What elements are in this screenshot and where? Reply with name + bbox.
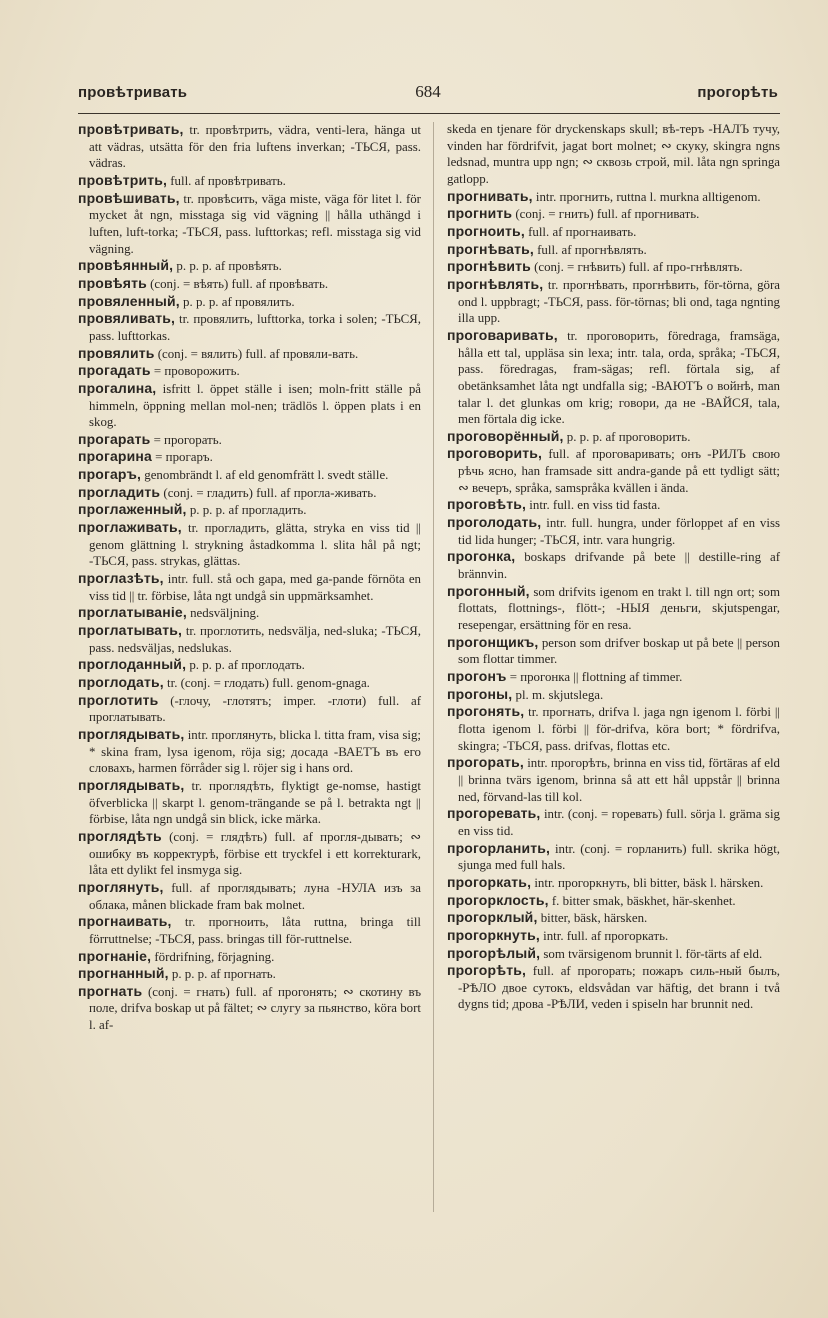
dictionary-entry <box>78 726 421 777</box>
entry-definition: intr. full. en viss tid fasta. <box>529 498 661 513</box>
entry-definition: p. p. p. af провялить. <box>183 294 295 309</box>
entry-definition: tr. провѣсить, väga miste, väga för litet l. för mycket åt ngn, misstaga sig vid vägning || hålla uthängd i luften, luft-torka; -ТЬСЯ, pass. lufttorkas; refl. misstaga sig vid vägning. <box>89 191 421 256</box>
dictionary-entry <box>78 604 421 622</box>
entry-headword: провѣшивать, <box>78 189 180 206</box>
guide-word-right: прогорѣть <box>697 84 778 101</box>
entry-definition: intr. прогоркнуть, bli bitter, bäsk l. härsken. <box>534 875 764 890</box>
dictionary-entry <box>78 879 421 913</box>
entry-definition: boskaps drifvande på bete || destille-ring af brännvin. <box>458 550 780 582</box>
entry-headword: прогноить, <box>447 222 525 239</box>
entry-headword: провяленный, <box>78 292 180 309</box>
entry-headword: прогоркать, <box>447 873 532 890</box>
dictionary-entry <box>78 828 421 879</box>
entry-definition: intr. full. af прогоркать. <box>543 928 669 943</box>
dictionary-entry <box>447 583 780 634</box>
dictionary-entry <box>447 805 780 839</box>
dictionary-entry <box>447 496 780 514</box>
entry-headword: прогалина, <box>78 379 157 396</box>
entry-definition: (conj. = гнать) full. af прогонять; ∾ скотину въ поле, drifva boskap ut på fältet; ∾ слугу за пьянство, köra bort l. af- <box>89 984 421 1033</box>
entry-definition: intr. full. hungra, under förloppet af en viss tid lida hunger; -ТЬСЯ, intr. vara hungrig. <box>458 516 780 547</box>
dictionary-entry <box>78 484 421 502</box>
entry-headword: проглаженный, <box>78 501 187 518</box>
dictionary-entry <box>447 327 780 428</box>
entry-definition: skeda en tjenare för dryckenskaps skull; вѣ-теръ -НАЛЪ тучу, vinden har fördrifvit, jagat bort molnet; ∾ скуку, skingra ngns ledsnad, muntra upp ngn; ∾ сквозь строй, mil. låta ngn springa gatlopp. <box>447 122 780 186</box>
page-number: 684 <box>415 82 441 101</box>
entry-headword: проголодать, <box>447 514 542 531</box>
entry-headword: прогонять, <box>447 703 525 720</box>
dictionary-entry <box>78 913 421 947</box>
entry-headword: проглазѣть, <box>78 570 164 587</box>
dictionary-entry <box>447 962 780 1013</box>
dictionary-entry <box>78 293 421 311</box>
entry-headword: прогорклый, <box>447 909 538 926</box>
dictionary-entry <box>447 874 780 892</box>
dictionary-entry <box>78 777 421 828</box>
entry-headword: проглядывать, <box>78 725 185 742</box>
entry-definition: nedsväljning. <box>190 606 260 621</box>
entry-definition: (conj. = гнѣвить) full. af про-гнѣвлять. <box>534 260 743 275</box>
dictionary-entry <box>78 466 421 484</box>
entry-headword: проговорённый, <box>447 427 564 444</box>
header-rule <box>78 113 780 114</box>
entry-definition: f. bitter smak, bäskhet, här-skenhet. <box>551 893 736 908</box>
dictionary-entry <box>447 241 780 259</box>
entry-headword: прогорѣлый, <box>447 944 541 961</box>
entry-headword: прогоны, <box>447 685 513 702</box>
entry-headword: прогорѣть, <box>447 962 526 979</box>
entry-definition: tr. проглядѣть, flyktigt ge-nomse, hastigt öfverblicka || skarpt l. genom-trängande se på l. betrakta ngt || förbise, låta ngn undgå sin blick, icke märka. <box>89 778 421 827</box>
entry-headword: прогоревать, <box>447 805 541 822</box>
entry-definition: tr. (conj. = глодать) full. genom-gnaga. <box>167 676 370 690</box>
entry-headword: проглатывать, <box>78 622 183 639</box>
entry-definition: tr. прогнѣвать, прогнѣвить, för-törna, göra ond l. uppbragt; -ТЬСЯ, pass. för-törnas; bli ond, taga ngnting illa upp. <box>458 277 780 326</box>
dictionary-entry <box>447 840 780 874</box>
entry-definition: genombrändt l. af eld genomfrätt l. svedt ställe. <box>144 468 389 483</box>
dictionary-entry <box>447 188 780 206</box>
entry-headword: проглаживать, <box>78 519 182 536</box>
entry-headword: провѣять <box>78 274 147 291</box>
entry-headword: провѣтрить, <box>78 171 168 188</box>
entry-definition: pl. m. skjutslega. <box>515 687 604 702</box>
entry-headword: прогорклость, <box>447 891 549 908</box>
dictionary-entry <box>78 948 421 966</box>
entry-headword: провялить <box>78 344 155 361</box>
entry-definition: tr. провялить, lufttorka, torka i solen; -ТЬСЯ, pass. lufttorkas. <box>89 312 421 343</box>
entry-headword: прогарина <box>78 448 152 465</box>
entry-definition: full. af проглядывать; луна -НУЛА изъ за облака, månen blickade fram bak molnet. <box>89 880 421 912</box>
entry-headword: прогонный, <box>447 582 530 599</box>
entry-definition: intr. (conj. = горланить) full. skrika högt, sjunga med full hals. <box>458 841 780 873</box>
dictionary-entry <box>78 983 421 1034</box>
entry-definition: (conj. = вѣять) full. af провѣвать. <box>150 276 329 291</box>
entry-headword: прогнить <box>447 205 513 222</box>
entry-definition: p. p. p. af проглодать. <box>189 658 305 673</box>
entry-headword: прогнивать, <box>447 187 533 204</box>
dictionary-entry <box>78 656 421 674</box>
dictionary-entry <box>78 448 421 466</box>
entry-definition: intr. full. stå och gapa, med ga-pande förnöta en viss tid || tr. förbise, låta ngt undgå sin uppmärksamhet. <box>89 572 421 603</box>
entry-headword: прогнаивать, <box>78 913 172 930</box>
entry-definition: tr. проглотить, nedsvälja, ned-sluka; -ТЬСЯ, pass. nedsväljas, nedslukas. <box>89 624 421 655</box>
column-divider <box>433 122 434 1212</box>
entry-headword: прогнать <box>78 982 143 999</box>
dictionary-entry <box>447 634 780 668</box>
entry-definition: som tvärsigenom brunnit l. för-tärts af eld. <box>543 946 763 961</box>
entry-headword: прогадать <box>78 362 151 379</box>
entry-definition: (conj. = вялить) full. af провяли-вать. <box>157 346 359 361</box>
entry-definition: (conj. = гнить) full. af прогнивать. <box>515 207 700 222</box>
entry-headword: проглотить <box>78 691 159 708</box>
dictionary-entry <box>78 519 421 570</box>
left-column <box>78 121 421 1034</box>
entry-definition: (conj. = гладить) full. af прогла-живать. <box>163 485 377 500</box>
dictionary-entry <box>447 223 780 241</box>
dictionary-entry <box>447 927 780 945</box>
entry-definition: tr. проговорить, föredraga, framsäga, hålla ett tal, uppläsa sin lexa; intr. tala, orda, språka; -ТЬСЯ, pass. föredragas, fram-sägas; refl. förtala sig, af obetänksamhet låta ngt undfalla sig; -ВАЮТЪ о войнѣ, man talar l. det glunkas om krig; говори, да не -ВАЙСЯ, tala, men förtala dig icke. <box>458 328 780 427</box>
entry-definition: tr. прогноить, låta ruttna, bringa till förruttnelse; -ТЬСЯ, pass. bringas till för-ruttnelse. <box>89 915 421 946</box>
dictionary-entry <box>447 668 780 686</box>
guide-word-left: провѣтривать <box>78 84 188 101</box>
dictionary-entry <box>447 514 780 548</box>
entry-headword: прогорать, <box>447 754 524 771</box>
dictionary-entry <box>447 703 780 754</box>
entry-headword: проглядывать, <box>78 776 185 793</box>
entry-definition: intr. проглянуть, blicka l. titta fram, visa sig; * skina fram, lysa igenom, röja sig; досада -ВАЕТЪ въ его словахъ, harmen förråder sig l. röjer sig i hans ord. <box>89 727 421 776</box>
entry-headword: проговѣть, <box>447 496 527 513</box>
entry-headword: проглодать, <box>78 674 164 690</box>
dictionary-entry <box>447 945 780 963</box>
entry-headword: проглатываніе, <box>78 604 187 621</box>
entry-headword: проглядѣть <box>78 827 162 844</box>
entry-headword: прогнанный, <box>78 965 169 982</box>
entry-definition: = прогонка || flottning af timmer. <box>509 670 683 684</box>
entry-definition: full. af провѣтривать. <box>170 173 286 188</box>
entry-definition: isfritt l. öppet ställe i isen; moln-fritt ställe på himmeln, öppning mellan mol-nen; trädlös l. öppen plats i en skog. <box>89 381 421 430</box>
dictionary-entry <box>447 892 780 910</box>
entry-headword: провяливать, <box>78 310 176 327</box>
entry-headword: проговорить, <box>447 445 543 462</box>
dictionary-entry <box>78 257 421 275</box>
dictionary-entry <box>447 276 780 327</box>
entry-headword: прогаръ, <box>78 466 142 483</box>
dictionary-entry <box>78 692 421 726</box>
dictionary-entry <box>78 275 421 293</box>
entry-definition: som drifvits igenom en trakt l. till ngn ort; som flottats, flottnings-, flött-; -НЫЯ деньги, skjutspengar, resepengar, ersättning för en resa. <box>458 584 780 633</box>
entry-headword: провѣянный, <box>78 257 174 274</box>
entry-headword: прогарать <box>78 430 151 447</box>
entry-definition: intr. (conj. = горевать) full. sörja l. gräma sig en viss tid. <box>458 807 780 838</box>
entry-definition: p. p. p. af прогнать. <box>171 967 276 982</box>
dictionary-entry <box>78 172 421 190</box>
dictionary-entry <box>447 121 780 188</box>
dictionary-entry <box>447 445 780 496</box>
entry-definition: person som drifver boskap ut på bete || person som flottar timmer. <box>458 635 780 667</box>
entry-definition: = прогаръ. <box>155 450 213 465</box>
entry-definition: fördrifning, förjagning. <box>154 949 275 964</box>
entry-headword: проговаривать, <box>447 326 558 343</box>
entry-definition: tr. прогладить, glätta, stryka en viss tid || genom glättning l. strykning åstadkomma l. slita hål på ngt; -ТЬСЯ, pass. strykas, glättas. <box>89 521 421 569</box>
right-column <box>447 121 780 1013</box>
entry-headword: прогнѣвать, <box>447 240 534 257</box>
entry-headword: прогонъ <box>447 668 507 684</box>
entry-definition: (conj. = глядѣть) full. af прогля-дывать; ∾ ошибку въ корректурѣ, förbise ett tryckfel i ett korrekturark, låta ett dylikt fel insmyga sig. <box>89 829 421 878</box>
dictionary-entry <box>78 570 421 604</box>
dictionary-entry <box>447 754 780 805</box>
dictionary-entry <box>78 674 421 692</box>
entry-definition: bitter, bäsk, härsken. <box>540 911 648 926</box>
dictionary-entry <box>78 362 421 380</box>
entry-headword: прогорланить, <box>447 839 551 856</box>
entry-definition: intr. прогорѣть, brinna en viss tid, förtäras af eld || brinna tvärs igenom, brinna så att ett hål uppstår || brinna ned, förvand-las till kol. <box>458 756 780 804</box>
entry-headword: прогонщикъ, <box>447 633 539 650</box>
entry-headword: прогонка, <box>447 548 516 565</box>
entry-definition: full. af прогнѣвлять. <box>537 242 647 257</box>
entry-definition: (-глочу, -глотятъ; imper. -глоти) full. af проглатывать. <box>89 693 421 725</box>
dictionary-entry <box>78 431 421 449</box>
dictionary-entry <box>78 380 421 431</box>
entry-headword: прогоркнуть, <box>447 926 540 943</box>
dictionary-entry <box>447 548 780 582</box>
entry-headword: проглянуть, <box>78 878 164 895</box>
entry-headword: прогладить <box>78 483 161 500</box>
dictionary-entry <box>447 428 780 446</box>
dictionary-entry <box>447 258 780 276</box>
entry-headword: проглоданный, <box>78 656 187 673</box>
dictionary-entry <box>78 121 421 172</box>
dictionary-entry <box>447 909 780 927</box>
entry-definition: p. p. p. af проговорить. <box>566 429 691 444</box>
entry-headword: провѣтривать, <box>78 121 184 137</box>
entry-headword: прогнѣвить <box>447 258 531 275</box>
dictionary-entry <box>447 686 780 704</box>
dictionary-entry <box>78 190 421 258</box>
dictionary-entry <box>78 622 421 656</box>
entry-definition: = проворожить. <box>153 364 240 379</box>
entry-definition: p. p. p. af провѣять. <box>176 259 282 274</box>
entry-definition: full. af проговаривать; онъ -РИЛЪ свою рѣчь ясно, han framsade sitt andra-gande på ett tydligt sätt; ∾ вечеръ, språka, samspråka kvällen i ända. <box>458 447 780 495</box>
entry-definition: full. af прогнаивать. <box>528 224 637 239</box>
entry-headword: прогнѣвлять, <box>447 275 544 292</box>
entry-headword: прогнаніе, <box>78 947 152 964</box>
dictionary-entry <box>78 965 421 983</box>
dictionary-entry <box>78 501 421 519</box>
entry-definition: p. p. p. af прогладить. <box>189 503 307 518</box>
dictionary-entry <box>78 310 421 344</box>
entry-definition: full. af прогорать; пожаръ силь-ный былъ, -РѢЛО двое сутокъ, eldsvådan var häftig, det brann i två dygns tid; дрова -РѢЛИ, veden i spiseln har brunnit ned. <box>458 964 780 1012</box>
entry-definition: = прогорать. <box>153 432 222 447</box>
entry-definition: tr. провѣтрить, vädra, venti-lera, hänga ut att vädras, utsätta för den fria luftens inverkan; -ТЬСЯ, pass. vädras. <box>89 123 421 171</box>
entry-definition: intr. прогнить, ruttna l. murkna alltigenom. <box>535 189 761 204</box>
dictionary-entry <box>447 205 780 223</box>
entry-definition: tr. прогнать, drifva l. jaga ngn igenom l. förbi || flotta igenom l. förbi || för-drifva, köra bort; * fördrifva, skingra; -ТЬСЯ, pass. drifvas, flottas etc. <box>458 705 780 753</box>
dictionary-entry <box>78 345 421 363</box>
page-header <box>78 84 778 110</box>
